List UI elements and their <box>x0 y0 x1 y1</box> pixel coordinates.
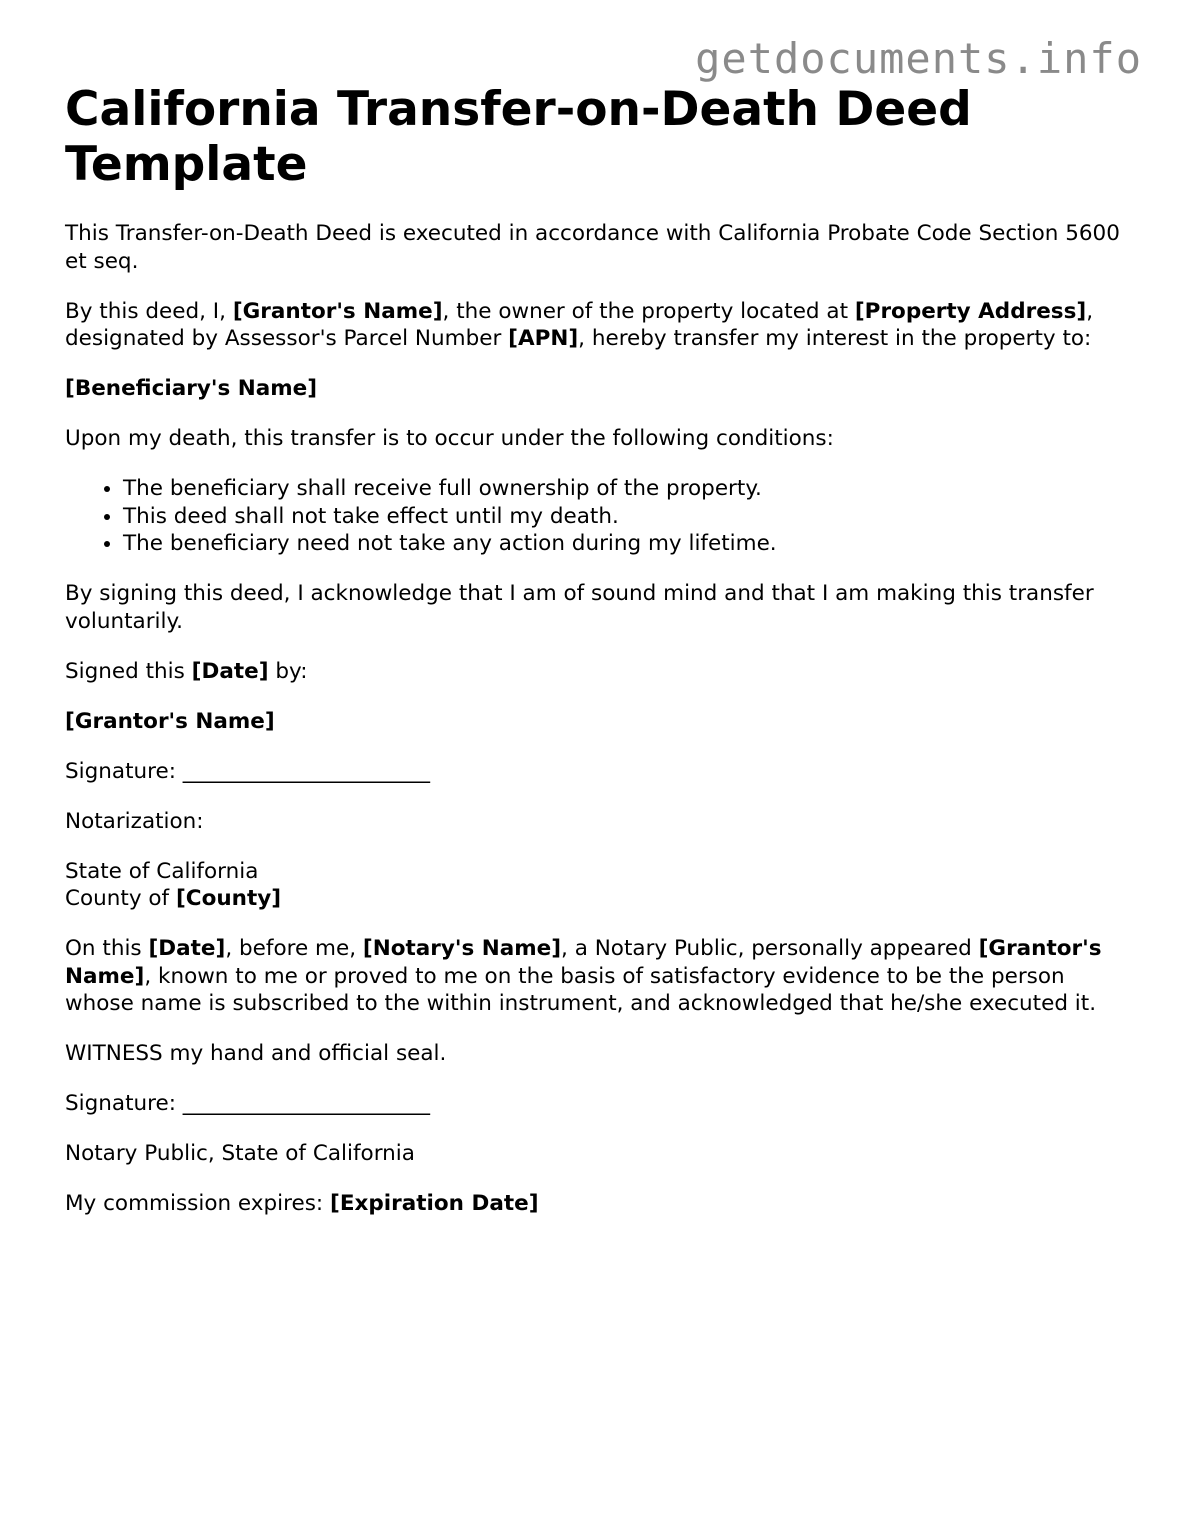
transfer-paragraph: By this deed, I, [Grantor's Name], the owner of the property located at [Property Address], designated by Assessor's Parcel Number [APN], hereby transfer my interest in the property to: <box>65 298 1094 351</box>
notary-signature-line: Signature: _______________________ <box>65 1091 431 1116</box>
notary-title-line: Notary Public, State of California <box>65 1141 415 1166</box>
intro-paragraph: This Transfer-on-Death Deed is executed in accordance with California Probate Code Section 5600 et seq. <box>65 221 1120 274</box>
notary-statement: On this [Date], before me, [Notary's Name], a Notary Public, personally appeared [Grantor's Name], known to me or proved to me on the basis of satisfactory evidence to be the person whose name is subscribed to the within instrument, and acknowledged that he/she executed it. <box>65 936 1102 1016</box>
date-placeholder: [Date] <box>191 658 269 684</box>
county-placeholder: [County] <box>175 886 282 911</box>
commission-line: My commission expires: [Expiration Date] <box>65 1191 539 1216</box>
list-item: • This deed shall not take effect until my death. <box>123 503 1125 531</box>
conditions-list <box>65 475 1125 558</box>
list-item: • The beneficiary shall receive full ownership of the property. <box>123 475 1125 503</box>
venue-block: State of California County of [County] <box>65 858 282 911</box>
grantor-name-placeholder: [Grantor's Name] <box>232 298 443 324</box>
notarization-label: Notarization: <box>65 808 204 834</box>
conditions-intro: Upon my death, this transfer is to occur under the following conditions: <box>65 426 834 451</box>
notary-name-placeholder: [Notary's Name] <box>362 936 562 961</box>
grantor-name-line: [Grantor's Name] <box>65 708 275 734</box>
grantor-name-placeholder: [Grantor's Name] <box>65 936 1102 989</box>
document-body <box>65 82 1125 1240</box>
expiration-date-placeholder: [Expiration Date] <box>330 1191 539 1216</box>
witness-line: WITNESS my hand and official seal. <box>65 1041 447 1066</box>
acknowledgement-paragraph: By signing this deed, I acknowledge that I am of sound mind and that I am making this transfer voluntarily. <box>65 581 1094 634</box>
list-item: • The beneficiary need not take any action during my lifetime. <box>123 530 1125 558</box>
apn-placeholder: [APN] <box>508 326 579 351</box>
date-placeholder: [Date] <box>148 936 226 961</box>
grantor-signature-line: Signature: _______________________ <box>65 758 431 784</box>
property-address-placeholder: [Property Address] <box>854 298 1087 324</box>
page-title: California Transfer-on-Death Deed Template <box>65 82 972 192</box>
state-line: State of California <box>65 858 259 884</box>
signed-line: Signed this [Date] by: <box>65 658 308 684</box>
watermark-text: getdocuments.info <box>695 34 1142 83</box>
beneficiary-name: [Beneficiary's Name] <box>65 376 318 401</box>
